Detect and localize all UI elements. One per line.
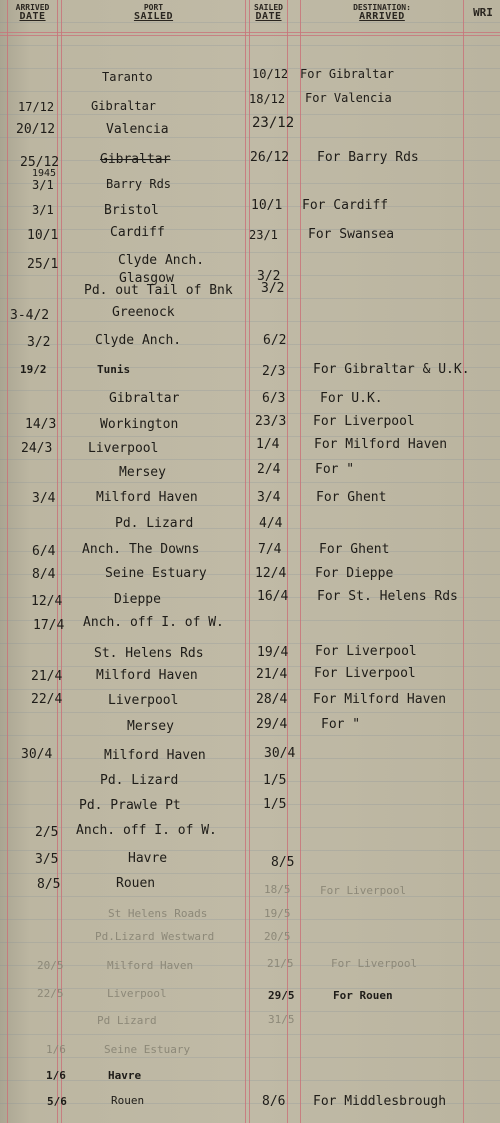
destination-cell: For St. Helens Rds: [317, 589, 458, 604]
arrived-cell: 3/5: [35, 852, 59, 867]
destination-cell: For Milford Haven: [313, 692, 447, 707]
port-cell: Mersey: [127, 719, 174, 734]
destination-cell: For Rouen: [333, 989, 393, 1002]
port-cell: Clyde Anch.: [95, 333, 182, 348]
arrived-cell: 17/4: [33, 618, 65, 633]
arrived-cell: 8/4: [32, 567, 56, 582]
destination-cell: For Dieppe: [315, 566, 394, 581]
sailed-cell: 12/4: [255, 566, 287, 581]
year-cell: 1945: [32, 168, 57, 179]
port-cell: Milford Haven: [104, 748, 206, 763]
sailed-cell: 10/1: [251, 198, 283, 213]
header-sailed-date-label: DATE: [255, 11, 282, 22]
arrived-cell: 30/4: [21, 747, 53, 762]
port-cell: Liverpool: [88, 441, 159, 456]
port-cell: St Helens Roads: [108, 907, 208, 920]
sailed-cell: 3/4: [257, 490, 281, 505]
sailed-cell: 29/5: [268, 989, 295, 1002]
header-date-label: DATE: [19, 11, 46, 22]
arrived-cell: 1/6: [46, 1069, 66, 1082]
arrived-cell: 1/6: [46, 1043, 66, 1056]
header-wri: [466, 8, 500, 17]
sailed-cell: 18/5: [264, 883, 291, 896]
destination-cell: For ": [321, 717, 361, 732]
arrived-cell: 20/12: [16, 122, 56, 137]
column-rule: [61, 0, 62, 1123]
sailed-cell: 8/5: [271, 855, 295, 870]
port-cell: Clyde Anch.: [118, 253, 205, 268]
port-cell: Dieppe: [114, 592, 161, 607]
column-rule: [300, 0, 301, 1123]
arrived-cell: 3/2: [27, 335, 51, 350]
port-cell: Cardiff: [110, 225, 165, 240]
destination-cell: For Cardiff: [302, 198, 389, 213]
sailed-cell: 26/12: [250, 150, 290, 165]
destination-cell: For Liverpool: [315, 644, 417, 659]
sailed-cell: 1/5: [263, 773, 287, 788]
arrived-cell: 8/5: [37, 877, 61, 892]
port-cell: Barry Rds: [106, 177, 172, 191]
destination-cell: For Liverpool: [320, 884, 407, 897]
sailed-cell: 23/1: [249, 228, 278, 242]
port-cell: Gibraltar: [100, 152, 171, 167]
destination-cell: For Valencia: [305, 91, 392, 105]
port-cell: Havre: [128, 851, 168, 866]
header-destination: [301, 3, 463, 21]
destination-cell: For Liverpool: [314, 666, 416, 681]
port-cell: Rouen: [116, 876, 156, 891]
destination-cell: For Middlesbrough: [313, 1094, 447, 1109]
port-cell: Seine Estuary: [104, 1043, 191, 1056]
port-cell: Rouen: [111, 1094, 145, 1107]
sailed-cell: 6/2: [263, 333, 287, 348]
column-rule: [245, 0, 246, 1123]
port-cell: Glasgow: [119, 271, 174, 286]
port-cell: Mersey: [119, 465, 166, 480]
header-sailed-top-label: SAILED: [254, 3, 283, 12]
header-destination-label: DESTINATION:: [353, 3, 411, 12]
header-arrived: [8, 3, 57, 21]
arrived-cell: 3/1: [32, 203, 54, 217]
port-cell: Pd. Lizard: [115, 516, 194, 531]
port-cell: St. Helens Rds: [94, 646, 204, 661]
sailed-cell: 2/4: [257, 462, 281, 477]
destination-cell: For Swansea: [308, 227, 395, 242]
arrived-cell: 6/4: [32, 544, 56, 559]
arrived-cell: 3/4: [32, 491, 56, 506]
sailed-cell: 2/3: [262, 364, 286, 379]
port-cell: Anch. off I. of W.: [83, 615, 224, 630]
sailed-cell: 3/2: [261, 281, 285, 296]
destination-cell: For Liverpool: [313, 414, 415, 429]
sailed-cell: 19/4: [257, 645, 289, 660]
sailed-cell: 4/4: [259, 516, 283, 531]
port-cell: Milford Haven: [107, 959, 194, 972]
arrived-cell: 19/2: [20, 363, 47, 376]
header-arrived-label: ARRIVED: [15, 3, 50, 12]
arrived-cell: 3-4/2: [10, 308, 50, 323]
port-cell: Havre: [108, 1069, 142, 1082]
port-cell: Pd.Lizard Westward: [95, 930, 215, 943]
column-rule: [463, 0, 464, 1123]
port-cell: Milford Haven: [96, 668, 198, 683]
column-rule: [7, 0, 8, 1123]
sailed-cell: 29/4: [256, 717, 288, 732]
sailed-cell: 28/4: [256, 692, 288, 707]
header-sailed: [250, 3, 287, 21]
sailed-cell: 23/3: [255, 414, 287, 429]
sailed-cell: 31/5: [268, 1013, 295, 1026]
arrived-cell: 5/6: [47, 1095, 67, 1108]
sailed-cell: 1/5: [263, 797, 287, 812]
port-cell: Liverpool: [108, 693, 179, 708]
port-cell: Seine Estuary: [105, 566, 207, 581]
port-cell: Bristol: [104, 203, 159, 218]
port-cell: Valencia: [106, 122, 169, 137]
port-cell: Pd. out Tail of Bnk: [84, 283, 233, 298]
port-cell: Pd. Lizard: [100, 773, 179, 788]
header-wri-label: WRI: [473, 6, 493, 19]
arrived-cell: 14/3: [25, 417, 57, 432]
port-cell: Milford Haven: [96, 490, 198, 505]
port-cell: Pd. Prawle Pt: [79, 798, 181, 813]
port-cell: Taranto: [102, 70, 153, 84]
port-cell: Gibraltar: [109, 391, 180, 406]
sailed-cell: 6/3: [262, 391, 286, 406]
port-cell: Workington: [100, 417, 179, 432]
port-cell: Tunis: [97, 363, 131, 376]
arrived-cell: 17/12: [18, 100, 55, 114]
arrived-cell: 25/12: [20, 155, 60, 170]
port-cell: Anch. off I. of W.: [76, 823, 217, 838]
arrived-cell: 21/4: [31, 669, 63, 684]
header-rule: [0, 35, 500, 36]
arrived-cell: 22/4: [31, 692, 63, 707]
header-port: [62, 3, 245, 21]
arrived-cell: 12/4: [31, 594, 63, 609]
column-rule: [287, 0, 288, 1123]
sailed-cell: 23/12: [252, 115, 295, 131]
header-port-label: PORT: [143, 3, 164, 12]
sailed-cell: 19/5: [264, 907, 291, 920]
sailed-cell: 20/5: [264, 930, 291, 943]
sailed-cell: 3/2: [257, 269, 281, 284]
arrived-cell: 22/5: [37, 987, 64, 1000]
sailed-cell: 10/12: [252, 67, 289, 81]
arrived-cell: 10/1: [27, 228, 59, 243]
destination-cell: For Ghent: [319, 542, 390, 557]
arrived-cell: 25/1: [27, 257, 59, 272]
port-cell: Gibraltar: [91, 99, 157, 113]
sailed-cell: 1/4: [256, 437, 280, 452]
arrived-cell: 20/5: [37, 959, 64, 972]
destination-cell: For Ghent: [316, 490, 387, 505]
header-sailed-label: SAILED: [133, 11, 174, 22]
header-rule: [0, 32, 500, 33]
arrived-cell: 24/3: [21, 441, 53, 456]
sailed-cell: 21/5: [267, 957, 294, 970]
destination-cell: For Milford Haven: [314, 437, 448, 452]
destination-cell: For Barry Rds: [317, 150, 419, 165]
header-arrived-label: ARRIVED: [359, 11, 405, 22]
sailed-cell: 30/4: [264, 746, 296, 761]
sailed-cell: 21/4: [256, 667, 288, 682]
destination-cell: For ": [315, 462, 355, 477]
sailed-cell: 18/12: [249, 92, 286, 106]
destination-cell: For Liverpool: [331, 957, 418, 970]
port-cell: Anch. The Downs: [82, 542, 200, 557]
sailed-cell: 7/4: [258, 542, 282, 557]
column-rule: [249, 0, 250, 1123]
destination-cell: For U.K.: [320, 391, 383, 406]
destination-cell: For Gibraltar: [300, 67, 394, 81]
port-cell: Pd Lizard: [97, 1014, 157, 1027]
destination-cell: For Gibraltar & U.K.: [313, 362, 470, 377]
arrived-cell: 3/1: [32, 178, 54, 192]
arrived-cell: 2/5: [35, 825, 59, 840]
sailed-cell: 8/6: [262, 1094, 286, 1109]
port-cell: Greenock: [112, 305, 175, 320]
port-cell: Liverpool: [107, 987, 167, 1000]
sailed-cell: 16/4: [257, 589, 289, 604]
